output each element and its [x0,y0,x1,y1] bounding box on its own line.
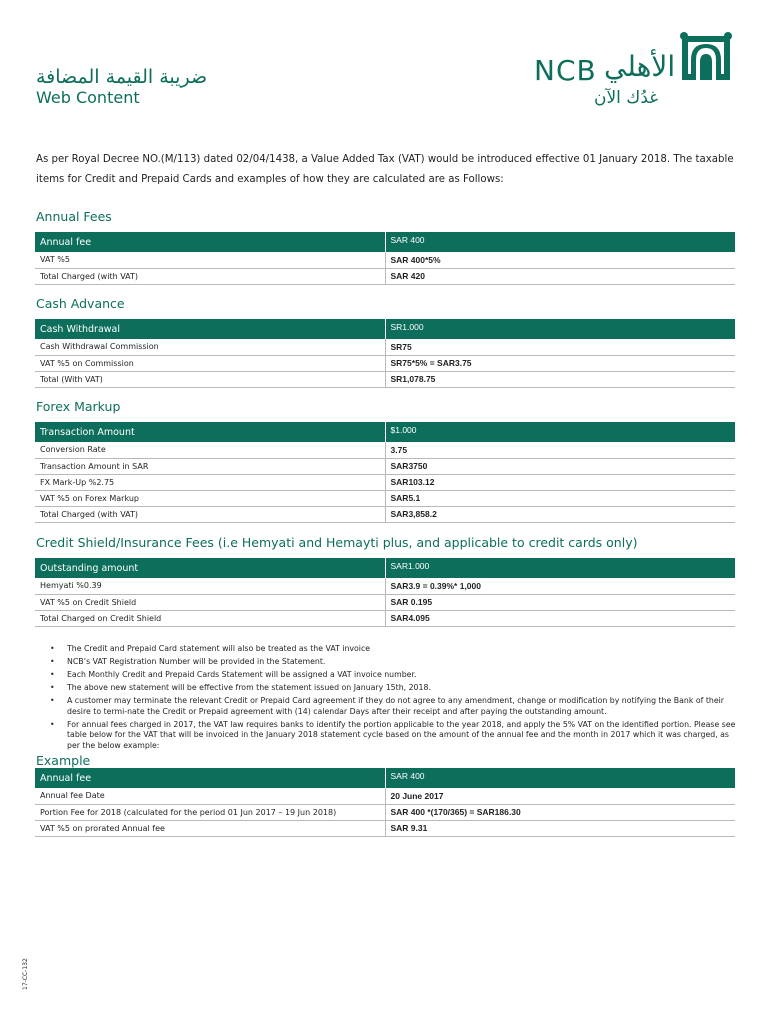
row-label: Annual fee Date [35,788,385,804]
table-row [35,788,735,804]
table-row [35,578,735,594]
table-header-label: Transaction Amount [35,422,385,442]
list-item [50,696,740,717]
row-label: VAT %5 on Credit Shield [35,594,385,610]
list-item [50,720,740,752]
note-text: For annual fees charged in 2017, the VAT law requires banks to identify the portion applicable to the year 2018, and apply the 5% VAT on the identified portion. Please see table below for the VAT that will be invoiced in the January 2018 statement cycle based on the amount of the annual fee and the month in 2017 which it was charged, as per the below example: [67,719,736,750]
table-row [35,252,735,268]
note-text: A customer may terminate the relevant Credit or Prepaid Card agreement if they do not agree to any amendment, change or modification by notifying the Bank of their desire to termi-nate the Credit or Prepaid agreement with (14) calendar Days after their receipt and after paying the outstanding amount. [67,696,724,716]
table-row [35,474,735,490]
row-label: Transaction Amount in SAR [35,458,385,474]
row-value: SAR5.1 [385,490,735,506]
table-header-label: Outstanding amount [35,558,385,578]
row-value: SAR 420 [385,268,735,284]
row-label: Total Charged on Credit Shield [35,610,385,626]
table-row [35,442,735,458]
table-row [35,820,735,836]
row-value: SAR4.095 [385,610,735,626]
row-value: SAR 400 *(170/365) = SAR186.30 [385,804,735,820]
row-label: Total (With VAT) [35,371,385,387]
table-header-value: SAR 400 [385,232,735,252]
row-label: Hemyati %0.39 [35,578,385,594]
section-title-credit-shield: Credit Shield/Insurance Fees (i.e Hemyati and Hemayti plus, and applicable to credit cards only) [36,535,638,550]
ncb-arches-icon [678,30,734,84]
row-label: Total Charged (with VAT) [35,506,385,522]
list-item [50,644,740,655]
table-header-value: SAR 400 [385,768,735,788]
table-row [35,458,735,474]
row-value: SR1,078.75 [385,371,735,387]
row-label: Conversion Rate [35,442,385,458]
section-title-cash-advance: Cash Advance [36,296,125,311]
notes-list [50,644,740,754]
table-header-value: SAR1.000 [385,558,735,578]
list-item [50,670,740,681]
page-title: Web Content [36,88,140,107]
table-row [35,339,735,355]
page-title-arabic: ضريبة القيمة المضافة [36,66,208,88]
section-title-forex-markup: Forex Markup [36,399,121,414]
row-label: VAT %5 on Forex Markup [35,490,385,506]
row-label: VAT %5 on Commission [35,355,385,371]
table-header-row [35,232,735,252]
row-label: VAT %5 [35,252,385,268]
note-text: NCB’s VAT Registration Number will be provided in the Statement. [67,657,326,666]
row-value: SAR3750 [385,458,735,474]
row-value: SR75 [385,339,735,355]
table-row [35,371,735,387]
row-value: SAR 0.195 [385,594,735,610]
logo-tagline: غدُك الآن [594,88,659,108]
table-header-row [35,422,735,442]
row-label: Portion Fee for 2018 (calculated for the period 01 Jun 2017 – 19 Jun 2018) [35,804,385,820]
table-header-label: Annual fee [35,768,385,788]
logo-text-ar: الأهلي [604,50,676,83]
row-value: SAR 400*5% [385,252,735,268]
note-text: The Credit and Prepaid Card statement will also be treated as the VAT invoice [67,644,371,653]
bullet: • [50,683,55,692]
row-label: FX Mark-Up %2.75 [35,474,385,490]
row-value: SAR 9.31 [385,820,735,836]
intro-paragraph: As per Royal Decree NO.(M/113) dated 02/04/1438, a Value Added Tax (VAT) would be introduced effective 01 January 2018. The taxable items for Credit and Prepaid Cards and examples of how they are calculated are as Follows: [36,154,734,185]
annual-fees-table [35,232,735,285]
bullet: • [50,719,55,729]
row-value: SAR3.9 = 0.39%* 1,000 [385,578,735,594]
table-header-row [35,558,735,578]
document-code: 17-CC-132 [22,958,29,990]
table-row [35,268,735,284]
row-value: SAR103.12 [385,474,735,490]
row-value: 3.75 [385,442,735,458]
table-row [35,506,735,522]
bullet: • [50,696,55,705]
row-label: VAT %5 on prorated Annual fee [35,820,385,836]
ncb-logo [534,30,734,112]
bullet: • [50,670,55,679]
row-value: 20 June 2017 [385,788,735,804]
bullet: • [50,644,55,653]
table-header-value: SR1.000 [385,319,735,339]
row-label: Cash Withdrawal Commission [35,339,385,355]
logo-text-en: NCB [534,54,597,87]
table-header-value: $1.000 [385,422,735,442]
forex-markup-table [35,422,735,523]
list-item [50,683,740,694]
table-header-label: Annual fee [35,232,385,252]
example-table [35,768,735,837]
list-item [50,657,740,668]
table-header-row [35,768,735,788]
credit-shield-table [35,558,735,627]
cash-advance-table [35,319,735,388]
note-text: Each Monthly Credit and Prepaid Cards Statement will be assigned a VAT invoice number. [67,670,417,679]
row-value: SR75*5% = SAR3.75 [385,355,735,371]
table-row [35,804,735,820]
section-title-annual-fees: Annual Fees [36,209,112,224]
bullet: • [50,657,55,666]
table-header-row [35,319,735,339]
table-row [35,355,735,371]
section-title-example: Example [36,753,91,768]
table-row [35,594,735,610]
table-header-label: Cash Withdrawal [35,319,385,339]
table-row [35,490,735,506]
row-value: SAR3,858.2 [385,506,735,522]
row-label: Total Charged (with VAT) [35,268,385,284]
note-text: The above new statement will be effective from the statement issued on January 15th, 2018. [67,683,431,692]
table-row [35,610,735,626]
